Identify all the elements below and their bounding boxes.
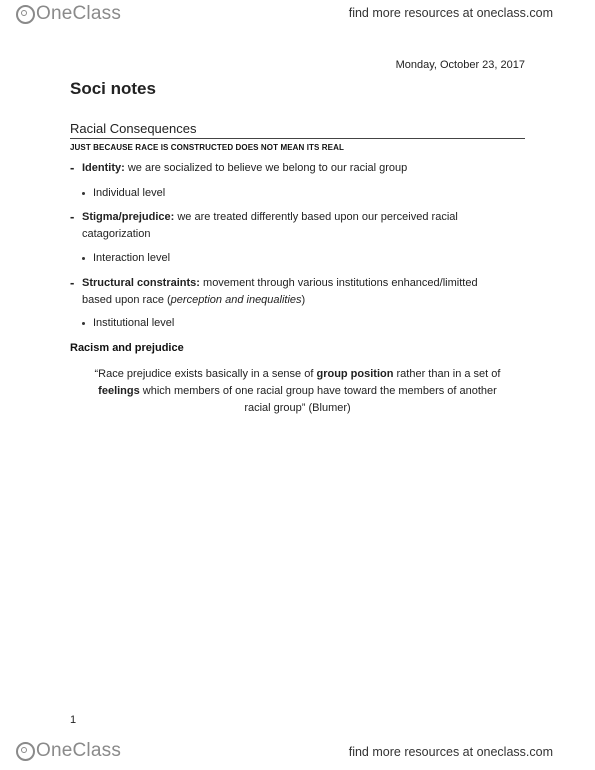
bullet-text: movement through various institutions enhanced/limitted: [199, 277, 478, 289]
sub-item-text: Individual level: [93, 187, 166, 199]
page-number: 1: [70, 714, 77, 726]
subheading-racism: Racism and prejudice: [70, 342, 184, 354]
document-date: Monday, October 23, 2017: [395, 59, 525, 71]
oneclass-logo[interactable]: [16, 3, 121, 25]
bullet-text-continued: based upon race (: [82, 294, 171, 306]
dash-bullet: -: [70, 275, 75, 290]
header-resources-link[interactable]: find more resources at oneclass.com: [348, 6, 553, 20]
list-item-structural: [70, 275, 530, 309]
quote-text: rather than in a set of: [393, 368, 501, 380]
quote-text: “Race prejudice exists basically in a sense of: [94, 368, 317, 380]
sub-item-text: Institutional level: [93, 317, 175, 329]
section-title: Racial Consequences: [70, 121, 197, 136]
quote-bold: feelings: [98, 385, 140, 397]
bullet-dot-icon: [82, 257, 85, 260]
sub-item-individual: [82, 187, 165, 199]
section-divider: [70, 138, 525, 139]
term-identity: Identity:: [82, 162, 125, 174]
bullet-text: we are socialized to believe we belong to our racial group: [124, 162, 408, 174]
sub-item-institutional: [82, 317, 174, 329]
oneclass-logo-icon: [16, 742, 35, 761]
quote-text: which members of one racial group have toward the members of another: [139, 385, 497, 397]
oneclass-footer-logo[interactable]: [16, 740, 121, 762]
bullet-text-continued: catagorization: [82, 228, 151, 240]
italic-note: perception and inequalities: [170, 294, 302, 306]
emphasis-line: JUST BECAUSE RACE IS CONSTRUCTED DOES NOT MEAN ITS REAL: [70, 143, 344, 152]
dash-bullet: -: [70, 160, 75, 175]
bullet-dot-icon: [82, 192, 85, 195]
bullet-dot-icon: [82, 322, 85, 325]
sub-item-interaction: [82, 252, 170, 264]
quote-bold: group position: [316, 368, 394, 380]
dash-bullet: -: [70, 209, 75, 224]
bullet-text: we are treated differently based upon our perceived racial: [174, 211, 458, 223]
oneclass-logo-icon: [16, 5, 35, 24]
logo-text: OneClass: [36, 740, 122, 761]
blumer-quote: [70, 366, 525, 417]
logo-text: OneClass: [36, 3, 122, 24]
sub-item-text: Interaction level: [93, 252, 171, 264]
quote-text: racial group” (Blumer): [244, 402, 351, 414]
page-title: Soci notes: [70, 79, 156, 98]
term-structural: Structural constraints:: [82, 277, 200, 289]
closing-paren: ): [301, 294, 306, 306]
list-item-identity: [70, 160, 530, 177]
footer-resources-link[interactable]: find more resources at oneclass.com: [348, 745, 553, 759]
list-item-stigma: [70, 209, 530, 243]
term-stigma: Stigma/prejudice:: [82, 211, 175, 223]
